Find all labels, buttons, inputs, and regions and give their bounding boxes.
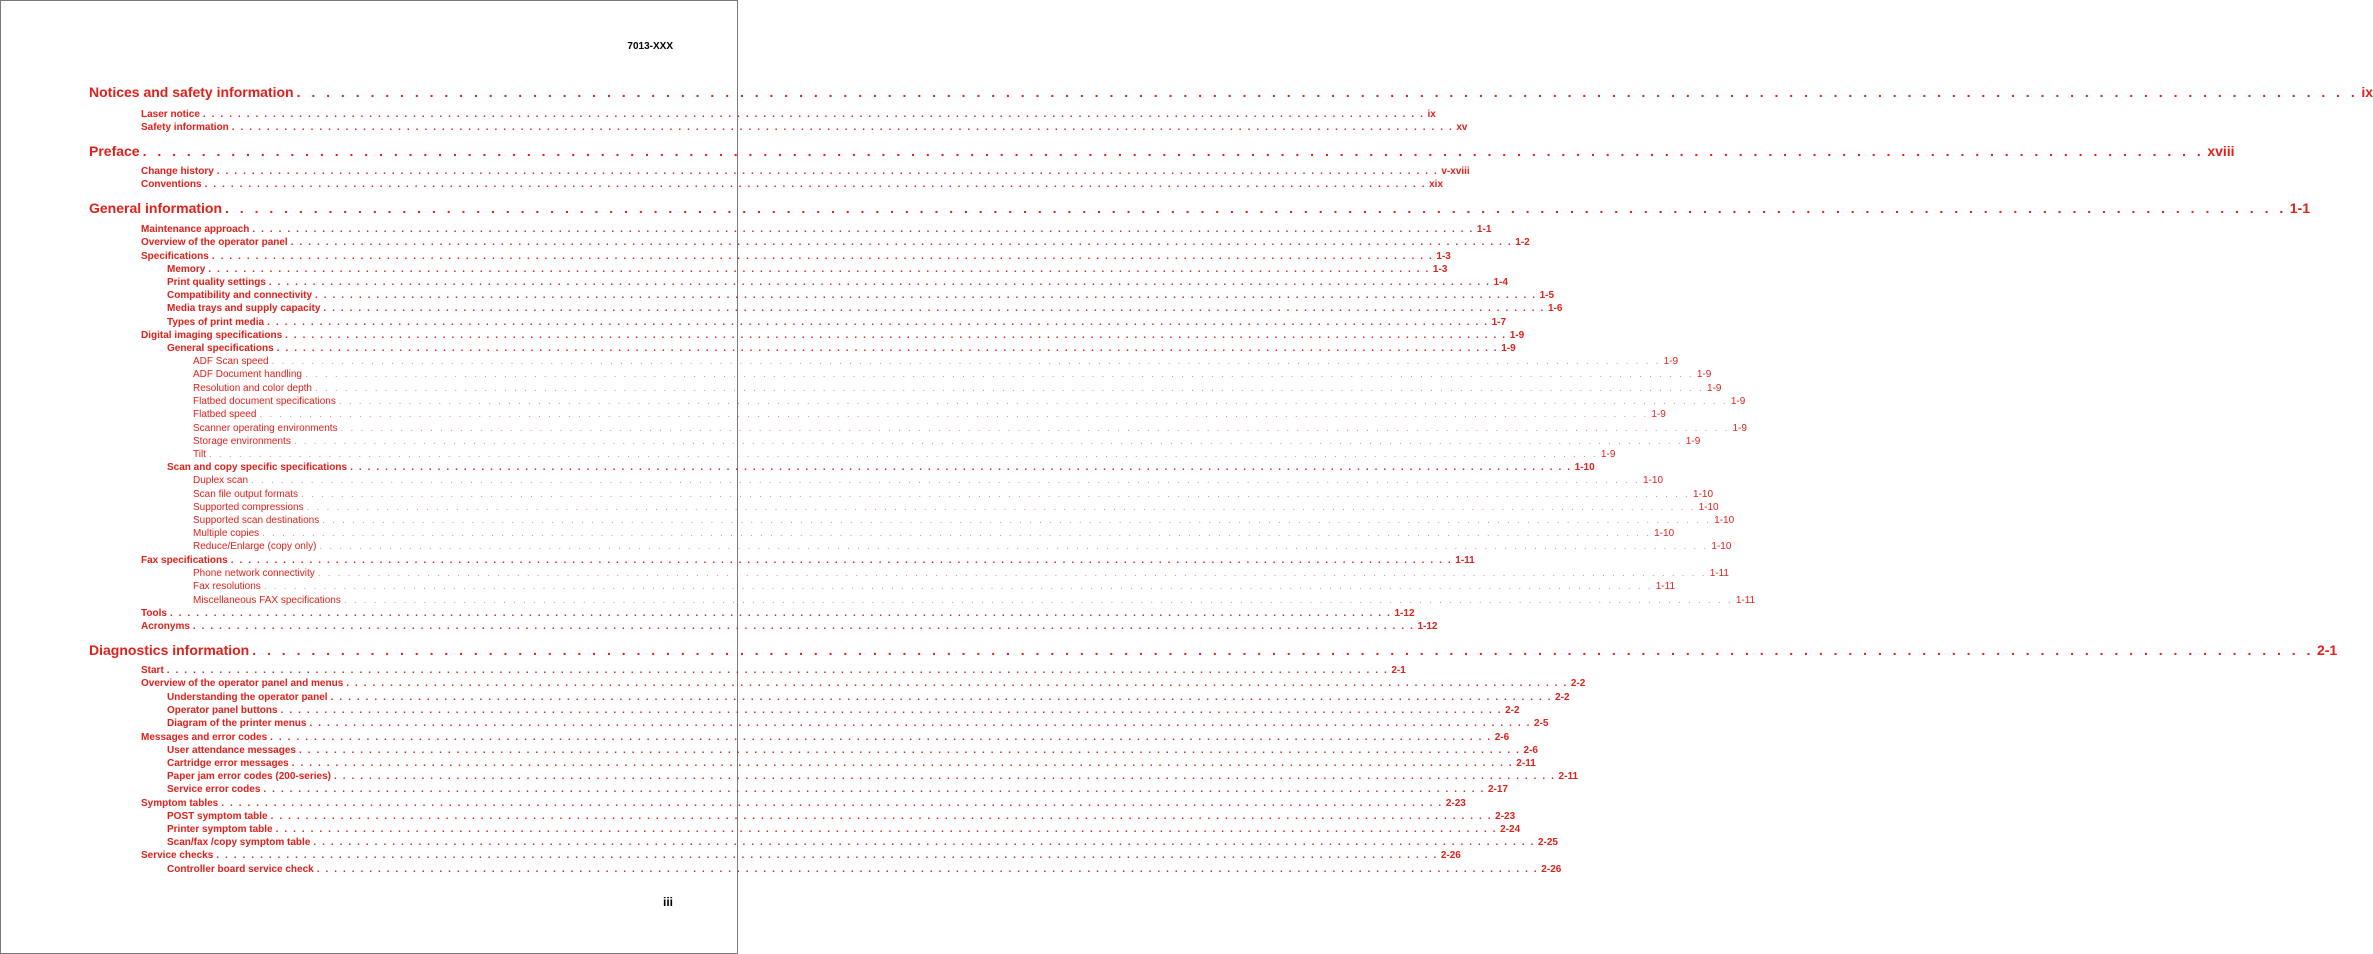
toc-entry[interactable]	[193, 383, 1722, 396]
toc-entry-page: 1-7	[1491, 317, 1507, 328]
toc-entry[interactable]	[193, 515, 1735, 528]
toc-entry[interactable]	[193, 356, 1679, 369]
toc-dot-leader: . . . . . . . . . . . . . . . . . . . . . . . . . . . . . . . . . . . . . . . . . . . . . . . . . . . . . . . . . . . . . . . . . . . . . . . . . . . . . . . . . . . . . . . . . . . . . . . . . . . . . . . . . . . . . . . . . . . . . . . . . . . . . . . . . . . . . . . . . . . .	[276, 343, 1499, 354]
toc-dot-leader: . . . . . . . . . . . . . . . . . . . . . . . . . . . . . . . . . . . . . . . . . . . . . . . . . . . . . . . . . . . . . . . . . . . . . . . . . . . . . . . . . . . . . . . . . . . . . . . . . . . . . . . . . . . . . . . . . . . . . . . . . . . . . . . . . . . . . . . . . . . .	[296, 84, 2359, 100]
toc-entry-title: Multiple copies	[193, 528, 260, 539]
toc-entry-page: 2-1	[2316, 642, 2338, 658]
toc-dot-leader: . . . . . . . . . . . . . . . . . . . . . . . . . . . . . . . . . . . . . . . . . . . . . . . . . . . . . . . . . . . . . . . . . . . . . . . . . . . . . . . . . . . . . . . . . . . . . . . . . . . . . . . . . . . . . . . . . . . . . . . . . . . . . . . . . . . . . . . . . . . .	[323, 303, 1545, 314]
toc-entry-page: 1-9	[1732, 423, 1747, 434]
toc-entry-title: Miscellaneous FAX specifications	[193, 595, 341, 606]
toc-entry-page: 1-3	[1436, 251, 1451, 262]
toc-dot-leader: . . . . . . . . . . . . . . . . . . . . . . . . . . . . . . . . . . . . . . . . . . . . . . . . . . . . . . . . . . . . . . . . . . . . . . . . . . . . . . . . . . . . . . . . . . . . . . . . . . . . . . . . . . . . . . . . . . . . . . . . . . . . . . . . . . . . . . . . . . . .	[298, 745, 1521, 756]
toc-entry[interactable]	[193, 396, 1746, 409]
toc-entry-page: xviii	[2207, 143, 2235, 159]
toc-entry-title: Service error codes	[167, 784, 261, 795]
toc-entry-page: 1-1	[2289, 200, 2310, 216]
toc-entry-page: 1-9	[1696, 369, 1712, 380]
toc-dot-leader: . . . . . . . . . . . . . . . . . . . . . . . . . . . . . . . . . . . . . . . . . . . . . . . . . . . . . . . . . . . . . . . . . . . . . . . . . . . . . . . . . . . . . . . . . . . . . . . . . . . . . . . . . . . . . . . . . . . . . . . . . . . . . . . . . . . . . . . . . . . .	[142, 143, 2205, 159]
toc-entry-page: 2-23	[1495, 811, 1516, 822]
toc-entry-title: Scanner operating environments	[193, 423, 338, 434]
toc-dot-leader: . . . . . . . . . . . . . . . . . . . . . . . . . . . . . . . . . . . . . . . . . . . . . . . . . . . . . . . . . . . . . . . . . . . . . . . . . . . . . . . . . . . . . . . . . . . . . . . . . . . . . . . . . . . . . . . . . . . . . . . . . . . . . . . . . . . . . . . . . . . .	[330, 692, 1553, 703]
toc-dot-leader: . . . . . . . . . . . . . . . . . . . . . . . . . . . . . . . . . . . . . . . . . . . . . . . . . . . . . . . . . . . . . . . . . . . . . . . . . . . . . . . . . . . . . . . . . . . . . . . . . . . . . . . . . . . . . . . . . . . . . . . . . . . . . . . . . . . . . . . . . . . .	[291, 758, 1514, 769]
toc-dot-leader: . . . . . . . . . . . . . . . . . . . . . . . . . . . . . . . . . . . . . . . . . . . . . . . . . . . . . . . . . . . . . . . . . . . . . . . . . . . . . . . . . . . . . . . . . . . . . . . . . . . . . . . . . . . . . . . . . . . . . . . . . . . . . . . . . . . . . . . . . . . .	[230, 555, 1453, 566]
toc-entry-page: 1-11	[1455, 555, 1475, 566]
toc-entry[interactable]	[193, 568, 1729, 581]
toc-entry-page: 2-2	[1570, 678, 1586, 689]
toc-entry-title: Memory	[167, 264, 206, 275]
toc-entry[interactable]	[89, 143, 2235, 161]
toc-entry[interactable]	[167, 811, 1516, 824]
toc-entry-page: 1-3	[1432, 264, 1448, 275]
toc-entry-title: Specifications	[141, 251, 209, 262]
toc-entry-title: Types of print media	[167, 317, 265, 328]
toc-entry-title: Phone network connectivity	[193, 568, 315, 579]
toc-entry-page: 1-10	[1574, 462, 1595, 473]
toc-entry[interactable]	[141, 850, 1461, 863]
toc-dot-leader: . . . . . . . . . . . . . . . . . . . . . . . . . . . . . . . . . . . . . . . . . . . . . . . . . . . . . . . . . . . . . . . . . . . . . . . . . . . . . . . . . . . . . . . . . . . . . . . . . . . . . . . . . . . . . . . . . . . . . . . . . . . . . . . . . . . . . . . . . . . .	[263, 784, 1485, 795]
toc-entry-title: Duplex scan	[193, 475, 249, 486]
toc-entry-title: Cartridge error messages	[167, 758, 289, 769]
toc-entry-title: Fax specifications	[141, 555, 228, 566]
toc-entry-page: 1-6	[1547, 303, 1563, 314]
toc-dot-leader: . . . . . . . . . . . . . . . . . . . . . . . . . . . . . . . . . . . . . . . . . . . . . . . . . . . . . . . . . . . . . . . . . . . . . . . . . . . . . . . . . . . . . . . . . . . . . . . . . . . . . . . . . . . . . . . . . . . . . . . . . . . . . . . . . . . . . . . . . . . .	[271, 356, 1661, 367]
toc-entry-page: 2-2	[1555, 692, 1570, 703]
toc-entry-page: 2-11	[1558, 771, 1579, 782]
toc-entry-page: 1-9	[1685, 436, 1701, 447]
toc-dot-leader: . . . . . . . . . . . . . . . . . . . . . . . . . . . . . . . . . . . . . . . . . . . . . . . . . . . . . . . . . . . . . . . . . . . . . . . . . . . . . . . . . . . . . . . . . . . . . . . . . . . . . . . . . . . . . . . . . . . . . . . . . . . . . . . . . . . . . . . . . . . .	[208, 449, 1598, 460]
toc-dot-leader: . . . . . . . . . . . . . . . . . . . . . . . . . . . . . . . . . . . . . . . . . . . . . . . . . . . . . . . . . . . . . . . . . . . . . . . . . . . . . . . . . . . . . . . . . . . . . . . . . . . . . . . . . . . . . . . . . . . . . . . . . . . . . . . . . . . . . . . . . . . .	[270, 732, 1492, 743]
toc-entry-title: Media trays and supply capacity	[167, 303, 321, 314]
toc-dot-leader: . . . . . . . . . . . . . . . . . . . . . . . . . . . . . . . . . . . . . . . . . . . . . . . . . . . . . . . . . . . . . . . . . . . . . . . . . . . . . . . . . . . . . . . . . . . . . . . . . . . . . . . . . . . . . . . . . . . . . . . . . . . . . . . . . . . . . . . . . . . .	[338, 396, 1728, 407]
toc-entry-page: 1-9	[1651, 409, 1666, 420]
toc-dot-leader: . . . . . . . . . . . . . . . . . . . . . . . . . . . . . . . . . . . . . . . . . . . . . . . . . . . . . . . . . . . . . . . . . . . . . . . . . . . . . . . . . . . . . . . . . . . . . . . . . . . . . . . . . . . . . . . . . . . . . . . . . . . . . . . . . . . . . . . . . . . .	[313, 837, 1535, 848]
toc-entry-title: Resolution and color depth	[193, 383, 312, 394]
toc-entry-title: Understanding the operator panel	[167, 692, 328, 703]
toc-entry-page: 1-11	[1709, 568, 1729, 579]
toc-entry-title: Storage environments	[193, 436, 291, 447]
toc-entry[interactable]	[141, 555, 1475, 568]
toc-entry[interactable]	[193, 369, 1712, 382]
toc-entry-page: 1-2	[1515, 237, 1530, 248]
toc-entry-title: Compatibility and connectivity	[167, 290, 313, 301]
toc-dot-leader: . . . . . . . . . . . . . . . . . . . . . . . . . . . . . . . . . . . . . . . . . . . . . . . . . . . . . . . . . . . . . . . . . . . . . . . . . . . . . . . . . . . . . . . . . . . . . . . . . . . . . . . . . . . . . . . . . . . . . . . . . . . . . . . . . . . . . . . . . . . .	[270, 811, 1493, 822]
toc-entry-title: Flatbed document specifications	[193, 396, 336, 407]
toc-entry[interactable]	[193, 528, 1675, 541]
toc-entry-title: General specifications	[167, 343, 274, 354]
toc-entry-title: Flatbed speed	[193, 409, 257, 420]
toc-entry[interactable]	[141, 330, 1525, 343]
toc-entry-page: 2-11	[1516, 758, 1536, 769]
toc-dot-leader: . . . . . . . . . . . . . . . . . . . . . . . . . . . . . . . . . . . . . . . . . . . . . . . . . . . . . . . . . . . . . . . . . . . . . . . . . . . . . . . . . . . . . . . . . . . . . . . . . . . . . . . . . . . . . . . . . . . . . . . . . . . . . . . . . . . . . . . . . . . .	[315, 290, 1537, 301]
toc-entry[interactable]	[141, 179, 1444, 192]
toc-entry-title: Change history	[141, 166, 214, 177]
toc-entry-page: 1-10	[1698, 502, 1719, 513]
toc-dot-leader: . . . . . . . . . . . . . . . . . . . . . . . . . . . . . . . . . . . . . . . . . . . . . . . . . . . . . . . . . . . . . . . . . . . . . . . . . . . . . . . . . . . . . . . . . . . . . . . . . . . . . . . . . . . . . . . . . . . . . . . . . . . . . . . . . . . . . . . . . . . .	[169, 608, 1392, 619]
toc-entry-page: xix	[1429, 179, 1444, 190]
toc-entry-title: User attendance messages	[167, 745, 296, 756]
toc-entry-page: 1-9	[1509, 330, 1525, 341]
toc-entry-page: 2-1	[1391, 665, 1406, 676]
toc-dot-leader: . . . . . . . . . . . . . . . . . . . . . . . . . . . . . . . . . . . . . . . . . . . . . . . . . . . . . . . . . . . . . . . . . . . . . . . . . . . . . . . . . . . . . . . . . . . . . . . . . . . . . . . . . . . . . . . . . . . . . . . . . . . . . . . . . . . . . . . . . . . .	[262, 528, 1652, 539]
toc-entry[interactable]	[141, 732, 1510, 745]
toc-entry-title: ADF Scan speed	[193, 356, 269, 367]
toc-dot-leader: . . . . . . . . . . . . . . . . . . . . . . . . . . . . . . . . . . . . . . . . . . . . . . . . . . . . . . . . . . . . . . . . . . . . . . . . . . . . . . . . . . . . . . . . . . . . . . . . . . . . . . . . . . . . . . . . . . . . . . . . . . . . . . . . . . . . . . . . . . . .	[333, 771, 1556, 782]
toc-dot-leader: . . . . . . . . . . . . . . . . . . . . . . . . . . . . . . . . . . . . . . . . . . . . . . . . . . . . . . . . . . . . . . . . . . . . . . . . . . . . . . . . . . . . . . . . . . . . . . . . . . . . . . . . . . . . . . . . . . . . . . . . . . . . . . . . . . . . . . . . . . . .	[306, 502, 1696, 513]
toc-entry[interactable]	[167, 264, 1448, 277]
toc-entry-title: Notices and safety information	[89, 84, 294, 100]
toc-entry-title: Reduce/Enlarge (copy only)	[193, 541, 317, 552]
toc-entry-title: Printer symptom table	[167, 824, 273, 835]
toc-entry[interactable]	[89, 200, 2310, 218]
toc-entry-title: Tools	[141, 608, 167, 619]
toc-dot-leader: . . . . . . . . . . . . . . . . . . . . . . . . . . . . . . . . . . . . . . . . . . . . . . . . . . . . . . . . . . . . . . . . . . . . . . . . . . . . . . . . . . . . . . . . . . . . . . . . . . . . . . . . . . . . . . . . . . . . . . . . . . . . . . . . . . . . . . . . . . . .	[231, 122, 1454, 133]
toc-dot-leader: . . . . . . . . . . . . . . . . . . . . . . . . . . . . . . . . . . . . . . . . . . . . . . . . . . . . . . . . . . . . . . . . . . . . . . . . . . . . . . . . . . . . . . . . . . . . . . . . . . . . . . . . . . . . . . . . . . . . . . . . . . . . . . . . . . . . . . . . . . . .	[216, 850, 1438, 861]
toc-entry[interactable]	[193, 541, 1732, 554]
toc-entry-title: Digital imaging specifications	[141, 330, 283, 341]
toc-entry-title: Paper jam error codes (200-series)	[167, 771, 331, 782]
toc-entry[interactable]	[193, 475, 1663, 488]
toc-entry[interactable]	[167, 462, 1595, 475]
toc-entry[interactable]	[141, 166, 1470, 179]
toc-dot-leader: . . . . . . . . . . . . . . . . . . . . . . . . . . . . . . . . . . . . . . . . . . . . . . . . . . . . . . . . . . . . . . . . . . . . . . . . . . . . . . . . . . . . . . . . . . . . . . . . . . . . . . . . . . . . . . . . . . . . . . . . . . . . . . . . . . . . . . . . . . . .	[319, 541, 1709, 552]
toc-entry[interactable]	[167, 824, 1521, 837]
toc-entry-page: 2-24	[1500, 824, 1521, 835]
toc-dot-leader: . . . . . . . . . . . . . . . . . . . . . . . . . . . . . . . . . . . . . . . . . . . . . . . . . . . . . . . . . . . . . . . . . . . . . . . . . . . . . . . . . . . . . . . . . . . . . . . . . . . . . . . . . . . . . . . . . . . . . . . . . . . . . . . . . . . . . . . . . . . .	[252, 224, 1474, 235]
toc-entry-title: Supported compressions	[193, 502, 304, 513]
toc-dot-leader: . . . . . . . . . . . . . . . . . . . . . . . . . . . . . . . . . . . . . . . . . . . . . . . . . . . . . . . . . . . . . . . . . . . . . . . . . . . . . . . . . . . . . . . . . . . . . . . . . . . . . . . . . . . . . . . . . . . . . . . . . . . . . . . . . . . . . . . . . . . .	[317, 568, 1707, 579]
toc-entry[interactable]	[167, 771, 1579, 784]
toc-entry-title: Acronyms	[141, 621, 190, 632]
toc-dot-leader: . . . . . . . . . . . . . . . . . . . . . . . . . . . . . . . . . . . . . . . . . . . . . . . . . . . . . . . . . . . . . . . . . . . . . . . . . . . . . . . . . . . . . . . . . . . . . . . . . . . . . . . . . . . . . . . . . . . . . . . . . . . . . . . . . . . . . . . . . . . .	[285, 330, 1507, 341]
toc-dot-leader: . . . . . . . . . . . . . . . . . . . . . . . . . . . . . . . . . . . . . . . . . . . . . . . . . . . . . . . . . . . . . . . . . . . . . . . . . . . . . . . . . . . . . . . . . . . . . . . . . . . . . . . . . . . . . . . . . . . . . . . . . . . . . . . . . . . . . . . . . . . .	[304, 369, 1694, 380]
toc-entry-title: Tilt	[193, 449, 206, 460]
toc-entry[interactable]	[167, 303, 1563, 316]
toc-entry[interactable]	[193, 581, 1676, 594]
toc-dot-leader: . . . . . . . . . . . . . . . . . . . . . . . . . . . . . . . . . . . . . . . . . . . . . . . . . . . . . . . . . . . . . . . . . . . . . . . . . . . . . . . . . . . . . . . . . . . . . . . . . . . . . . . . . . . . . . . . . . . . . . . . . . . . . . . . . . . . . . . . . . . .	[252, 642, 2314, 658]
toc-entry-page: 1-1	[1476, 224, 1492, 235]
toc-entry[interactable]	[167, 718, 1549, 731]
toc-entry[interactable]	[167, 317, 1507, 330]
toc-dot-leader: . . . . . . . . . . . . . . . . . . . . . . . . . . . . . . . . . . . . . . . . . . . . . . . . . . . . . . . . . . . . . . . . . . . . . . . . . . . . . . . . . . . . . . . . . . . . . . . . . . . . . . . . . . . . . . . . . . . . . . . . . . . . . . . . . . . . . . . . . . . .	[192, 621, 1415, 632]
toc-dot-leader: . . . . . . . . . . . . . . . . . . . . . . . . . . . . . . . . . . . . . . . . . . . . . . . . . . . . . . . . . . . . . . . . . . . . . . . . . . . . . . . . . . . . . . . . . . . . . . . . . . . . . . . . . . . . . . . . . . . . . . . . . . . . . . . . . . . . . . . . . . . .	[166, 665, 1389, 676]
toc-entry-title: Overview of the operator panel and menus	[141, 678, 344, 689]
toc-entry-page: 1-9	[1600, 449, 1616, 460]
toc-dot-leader: . . . . . . . . . . . . . . . . . . . . . . . . . . . . . . . . . . . . . . . . . . . . . . . . . . . . . . . . . . . . . . . . . . . . . . . . . . . . . . . . . . . . . . . . . . . . . . . . . . . . . . . . . . . . . . . . . . . . . . . . . . . . . . . . . . . . . . . . . . . .	[225, 200, 2287, 216]
toc-dot-leader: . . . . . . . . . . . . . . . . . . . . . . . . . . . . . . . . . . . . . . . . . . . . . . . . . . . . . . . . . . . . . . . . . . . . . . . . . . . . . . . . . . . . . . . . . . . . . . . . . . . . . . . . . . . . . . . . . . . . . . . . . . . . . . . . . . . . . . . . . . . .	[275, 824, 1498, 835]
toc-dot-leader: . . . . . . . . . . . . . . . . . . . . . . . . . . . . . . . . . . . . . . . . . . . . . . . . . . . . . . . . . . . . . . . . . . . . . . . . . . . . . . . . . . . . . . . . . . . . . . . . . . . . . . . . . . . . . . . . . . . . . . . . . . . . . . . . . . . . . . . . . . . .	[322, 515, 1712, 526]
toc-entry[interactable]	[193, 409, 1666, 422]
toc-entry[interactable]	[167, 745, 1538, 758]
toc-entry-page: 1-10	[1714, 515, 1735, 526]
toc-entry-title: Diagram of the printer menus	[167, 718, 307, 729]
toc-entry-page: 1-5	[1539, 290, 1555, 301]
toc-entry[interactable]	[193, 449, 1616, 462]
toc-entry-title: Preface	[89, 143, 140, 159]
toc-entry[interactable]	[167, 864, 1562, 877]
toc-dot-leader: . . . . . . . . . . . . . . . . . . . . . . . . . . . . . . . . . . . . . . . . . . . . . . . . . . . . . . . . . . . . . . . . . . . . . . . . . . . . . . . . . . . . . . . . . . . . . . . . . . . . . . . . . . . . . . . . . . . . . . . . . . . . . . . . . . . . . . . . . . . .	[221, 798, 1443, 809]
toc-dot-leader: . . . . . . . . . . . . . . . . . . . . . . . . . . . . . . . . . . . . . . . . . . . . . . . . . . . . . . . . . . . . . . . . . . . . . . . . . . . . . . . . . . . . . . . . . . . . . . . . . . . . . . . . . . . . . . . . . . . . . . . . . . . . . . . . . . . . . . . . . . . .	[314, 383, 1704, 394]
toc-dot-leader: . . . . . . . . . . . . . . . . . . . . . . . . . . . . . . . . . . . . . . . . . . . . . . . . . . . . . . . . . . . . . . . . . . . . . . . . . . . . . . . . . . . . . . . . . . . . . . . . . . . . . . . . . . . . . . . . . . . . . . . . . . . . . . . . . . . . . . . . . . . .	[316, 864, 1539, 875]
toc-dot-leader: . . . . . . . . . . . . . . . . . . . . . . . . . . . . . . . . . . . . . . . . . . . . . . . . . . . . . . . . . . . . . . . . . . . . . . . . . . . . . . . . . . . . . . . . . . . . . . . . . . . . . . . . . . . . . . . . . . . . . . . . . . . . . . . . . . . . . . . . . . . .	[202, 109, 1425, 120]
toc-entry-title: Scan/fax /copy symptom table	[167, 837, 311, 848]
toc-entry[interactable]	[141, 665, 1406, 678]
toc-dot-leader: . . . . . . . . . . . . . . . . . . . . . . . . . . . . . . . . . . . . . . . . . . . . . . . . . . . . . . . . . . . . . . . . . . . . . . . . . . . . . . . . . . . . . . . . . . . . . . . . . . . . . . . . . . . . . . . . . . . . . . . . . . . . . . . . . . . . . . . . . . . .	[263, 581, 1653, 592]
toc-entry[interactable]	[141, 237, 1530, 250]
toc-dot-leader: . . . . . . . . . . . . . . . . . . . . . . . . . . . . . . . . . . . . . . . . . . . . . . . . . . . . . . . . . . . . . . . . . . . . . . . . . . . . . . . . . . . . . . . . . . . . . . . . . . . . . . . . . . . . . . . . . . . . . . . . . . . . . . . . . . . . . . . . . . . .	[204, 179, 1427, 190]
toc-entry[interactable]	[89, 642, 2338, 660]
toc-entry[interactable]	[141, 251, 1451, 264]
toc-dot-leader: . . . . . . . . . . . . . . . . . . . . . . . . . . . . . . . . . . . . . . . . . . . . . . . . . . . . . . . . . . . . . . . . . . . . . . . . . . . . . . . . . . . . . . . . . . . . . . . . . . . . . . . . . . . . . . . . . . . . . . . . . . . . . . . . . . . . . . . . . . . .	[211, 251, 1434, 262]
toc-entry-page: 2-5	[1534, 718, 1549, 729]
toc-entry[interactable]	[167, 290, 1555, 303]
toc-entry-title: Service checks	[141, 850, 214, 861]
toc-entry[interactable]	[89, 84, 2373, 102]
toc-entry[interactable]	[167, 784, 1508, 797]
toc-entry-page: 1-9	[1663, 356, 1679, 367]
toc-dot-leader: . . . . . . . . . . . . . . . . . . . . . . . . . . . . . . . . . . . . . . . . . . . . . . . . . . . . . . . . . . . . . . . . . . . . . . . . . . . . . . . . . . . . . . . . . . . . . . . . . . . . . . . . . . . . . . . . . . . . . . . . . . . . . . . . . . . . . . . . . . . .	[350, 462, 1572, 473]
toc-entry[interactable]	[141, 798, 1466, 811]
toc-entry-title: Maintenance approach	[141, 224, 250, 235]
toc-entry-title: ADF Document handling	[193, 369, 302, 380]
toc-entry[interactable]	[141, 122, 1468, 135]
toc-dot-leader: . . . . . . . . . . . . . . . . . . . . . . . . . . . . . . . . . . . . . . . . . . . . . . . . . . . . . . . . . . . . . . . . . . . . . . . . . . . . . . . . . . . . . . . . . . . . . . . . . . . . . . . . . . . . . . . . . . . . . . . . . . . . . . . . . . . . . . . . . . . .	[216, 166, 1439, 177]
toc-entry[interactable]	[167, 758, 1536, 771]
toc-entry[interactable]	[141, 109, 1436, 122]
toc-entry-page: xv	[1456, 122, 1468, 133]
toc-dot-leader: . . . . . . . . . . . . . . . . . . . . . . . . . . . . . . . . . . . . . . . . . . . . . . . . . . . . . . . . . . . . . . . . . . . . . . . . . . . . . . . . . . . . . . . . . . . . . . . . . . . . . . . . . . . . . . . . . . . . . . . . . . . . . . . . . . . . . . . . . . . .	[251, 475, 1640, 486]
toc-entry[interactable]	[167, 692, 1570, 705]
toc-dot-leader: . . . . . . . . . . . . . . . . . . . . . . . . . . . . . . . . . . . . . . . . . . . . . . . . . . . . . . . . . . . . . . . . . . . . . . . . . . . . . . . . . . . . . . . . . . . . . . . . . . . . . . . . . . . . . . . . . . . . . . . . . . . . . . . . . . . . . . . . . . . .	[293, 436, 1683, 447]
page-number: iii	[662, 895, 673, 909]
toc-dot-leader: . . . . . . . . . . . . . . . . . . . . . . . . . . . . . . . . . . . . . . . . . . . . . . . . . . . . . . . . . . . . . . . . . . . . . . . . . . . . . . . . . . . . . . . . . . . . . . . . . . . . . . . . . . . . . . . . . . . . . . . . . . . . . . . . . . . . . . . . . . . .	[267, 317, 1489, 328]
toc-entry-page: 1-10	[1711, 541, 1732, 552]
document-number: 7013-XXX	[627, 41, 673, 52]
toc-entry[interactable]	[167, 705, 1520, 718]
toc-dot-leader: . . . . . . . . . . . . . . . . . . . . . . . . . . . . . . . . . . . . . . . . . . . . . . . . . . . . . . . . . . . . . . . . . . . . . . . . . . . . . . . . . . . . . . . . . . . . . . . . . . . . . . . . . . . . . . . . . . . . . . . . . . . . . . . . . . . . . . . . . . . .	[343, 595, 1733, 606]
toc-entry[interactable]	[193, 423, 1747, 436]
toc-dot-leader: . . . . . . . . . . . . . . . . . . . . . . . . . . . . . . . . . . . . . . . . . . . . . . . . . . . . . . . . . . . . . . . . . . . . . . . . . . . . . . . . . . . . . . . . . . . . . . . . . . . . . . . . . . . . . . . . . . . . . . . . . . . . . . . . . . . . . . . . . . . .	[290, 237, 1513, 248]
toc-entry-page: 2-25	[1537, 837, 1558, 848]
toc-entry-page: 1-4	[1493, 277, 1508, 288]
toc-entry-title: Safety information	[141, 122, 229, 133]
toc-entry-title: Overview of the operator panel	[141, 237, 288, 248]
toc-entry-page: v-xviii	[1441, 166, 1470, 177]
toc-entry[interactable]	[141, 608, 1415, 621]
toc-entry-title: Fax resolutions	[193, 581, 261, 592]
toc-entry-page: ix	[1427, 109, 1436, 120]
toc-entry-title: POST symptom table	[167, 811, 268, 822]
toc-entry-title: Scan and copy specific specifications	[167, 462, 348, 473]
toc-entry-page: 2-6	[1523, 745, 1538, 756]
toc-entry-title: Print quality settings	[167, 277, 266, 288]
toc-entry-page: 1-11	[1735, 595, 1756, 606]
toc-entry[interactable]	[193, 595, 1756, 608]
toc-entry-title: Messages and error codes	[141, 732, 268, 743]
toc-entry[interactable]	[167, 277, 1508, 290]
toc-entry-title: Supported scan destinations	[193, 515, 320, 526]
toc-entry-page: 1-12	[1394, 608, 1415, 619]
toc-dot-leader: . . . . . . . . . . . . . . . . . . . . . . . . . . . . . . . . . . . . . . . . . . . . . . . . . . . . . . . . . . . . . . . . . . . . . . . . . . . . . . . . . . . . . . . . . . . . . . . . . . . . . . . . . . . . . . . . . . . . . . . . . . . . . . . . . . . . . . . . . . . .	[259, 409, 1649, 420]
toc-dot-leader: . . . . . . . . . . . . . . . . . . . . . . . . . . . . . . . . . . . . . . . . . . . . . . . . . . . . . . . . . . . . . . . . . . . . . . . . . . . . . . . . . . . . . . . . . . . . . . . . . . . . . . . . . . . . . . . . . . . . . . . . . . . . . . . . . . . . . . . . . . . .	[208, 264, 1430, 275]
toc-entry-page: 1-12	[1417, 621, 1438, 632]
toc-entry-page: 2-6	[1494, 732, 1510, 743]
toc-entry-page: 2-23	[1445, 798, 1466, 809]
toc-entry[interactable]	[167, 343, 1516, 356]
toc-entry-page: 1-11	[1655, 581, 1676, 592]
toc-entry-page: ix	[2361, 84, 2373, 100]
toc-entry-title: Controller board service check	[167, 864, 314, 875]
toc-entry-page: 2-26	[1541, 864, 1562, 875]
toc-dot-leader: . . . . . . . . . . . . . . . . . . . . . . . . . . . . . . . . . . . . . . . . . . . . . . . . . . . . . . . . . . . . . . . . . . . . . . . . . . . . . . . . . . . . . . . . . . . . . . . . . . . . . . . . . . . . . . . . . . . . . . . . . . . . . . . . . . . . . . . . . . . .	[346, 678, 1568, 689]
toc-entry-title: Scan file output formats	[193, 489, 299, 500]
toc-entry-title: Operator panel buttons	[167, 705, 278, 716]
toc-dot-leader: . . . . . . . . . . . . . . . . . . . . . . . . . . . . . . . . . . . . . . . . . . . . . . . . . . . . . . . . . . . . . . . . . . . . . . . . . . . . . . . . . . . . . . . . . . . . . . . . . . . . . . . . . . . . . . . . . . . . . . . . . . . . . . . . . . . . . . . . . . . .	[340, 423, 1730, 434]
toc-entry-page: 1-10	[1654, 528, 1675, 539]
toc-entry[interactable]	[141, 678, 1586, 691]
toc-entry-title: Start	[141, 665, 164, 676]
toc-entry-page: 2-26	[1440, 850, 1461, 861]
toc-dot-leader: . . . . . . . . . . . . . . . . . . . . . . . . . . . . . . . . . . . . . . . . . . . . . . . . . . . . . . . . . . . . . . . . . . . . . . . . . . . . . . . . . . . . . . . . . . . . . . . . . . . . . . . . . . . . . . . . . . . . . . . . . . . . . . . . . . . . . . . . . . . .	[268, 277, 1491, 288]
toc-dot-leader: . . . . . . . . . . . . . . . . . . . . . . . . . . . . . . . . . . . . . . . . . . . . . . . . . . . . . . . . . . . . . . . . . . . . . . . . . . . . . . . . . . . . . . . . . . . . . . . . . . . . . . . . . . . . . . . . . . . . . . . . . . . . . . . . . . . . . . . . . . . .	[309, 718, 1532, 729]
toc-entry[interactable]	[141, 621, 1438, 634]
toc-entry-title: Symptom tables	[141, 798, 219, 809]
toc-entry-title: Conventions	[141, 179, 202, 190]
toc-entry-title: Diagnostics information	[89, 642, 250, 658]
toc-entry-page: 2-2	[1505, 705, 1520, 716]
toc-entry-title: Laser notice	[141, 109, 200, 120]
toc-entry-page: 1-9	[1706, 383, 1722, 394]
toc-entry[interactable]	[141, 224, 1492, 237]
toc-entry-title: General information	[89, 200, 223, 216]
toc-entry[interactable]	[193, 436, 1701, 449]
toc-dot-leader: . . . . . . . . . . . . . . . . . . . . . . . . . . . . . . . . . . . . . . . . . . . . . . . . . . . . . . . . . . . . . . . . . . . . . . . . . . . . . . . . . . . . . . . . . . . . . . . . . . . . . . . . . . . . . . . . . . . . . . . . . . . . . . . . . . . . . . . . . . . .	[280, 705, 1503, 716]
toc-dot-leader: . . . . . . . . . . . . . . . . . . . . . . . . . . . . . . . . . . . . . . . . . . . . . . . . . . . . . . . . . . . . . . . . . . . . . . . . . . . . . . . . . . . . . . . . . . . . . . . . . . . . . . . . . . . . . . . . . . . . . . . . . . . . . . . . . . . . . . . . . . . .	[301, 489, 1691, 500]
toc-entry[interactable]	[193, 489, 1714, 502]
toc-entry[interactable]	[167, 837, 1558, 850]
toc-entry-page: 1-10	[1693, 489, 1714, 500]
toc-entry-page: 2-17	[1487, 784, 1508, 795]
toc-entry-page: 1-10	[1642, 475, 1663, 486]
toc-entry[interactable]	[193, 502, 1719, 515]
toc-entry-page: 1-9	[1730, 396, 1746, 407]
toc-entry-page: 1-9	[1501, 343, 1516, 354]
